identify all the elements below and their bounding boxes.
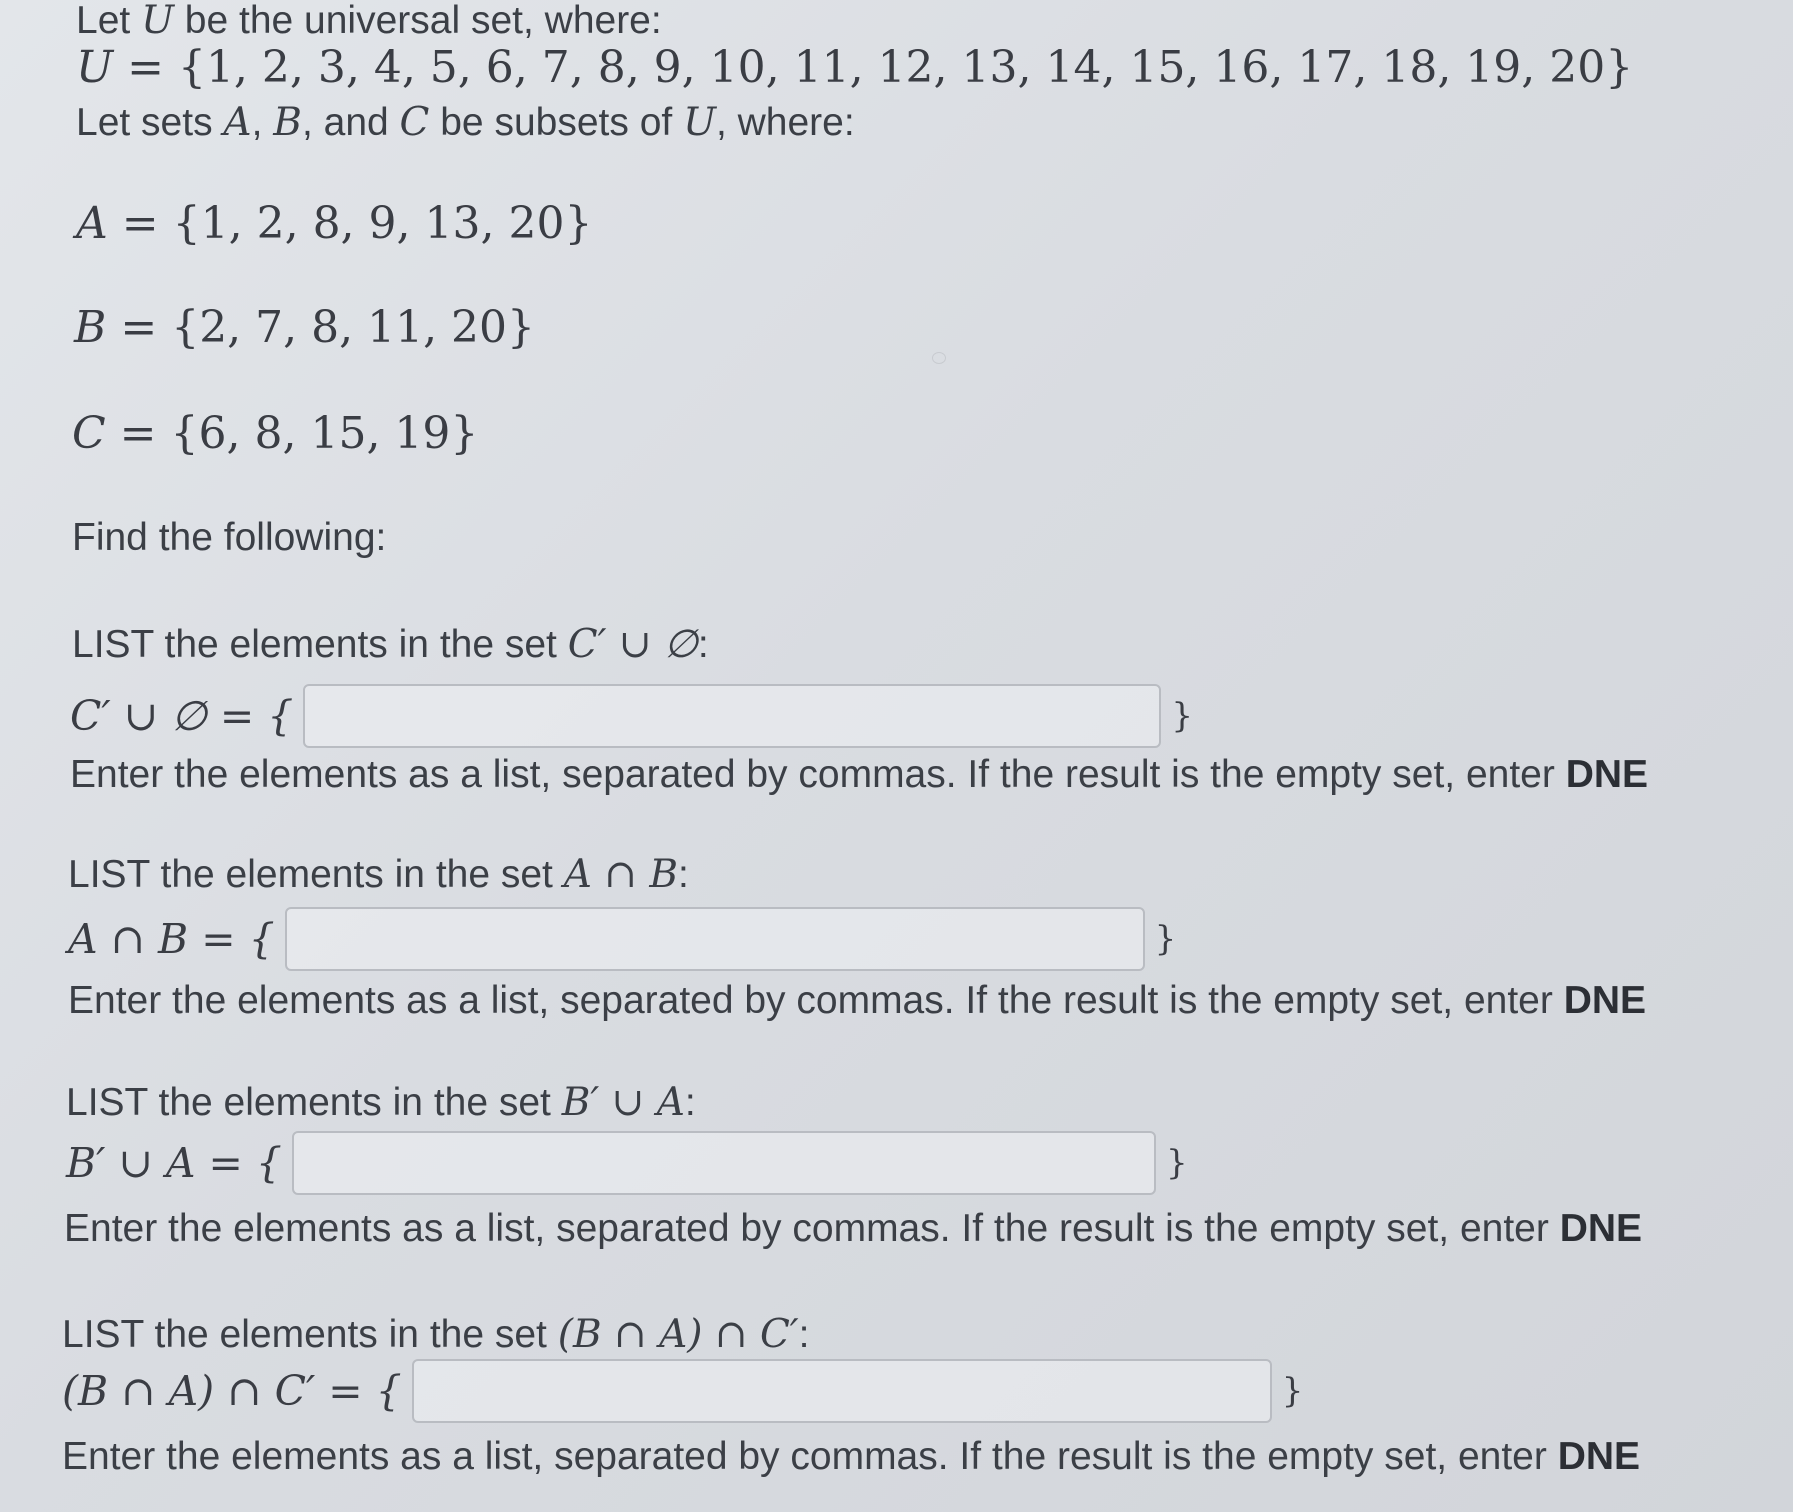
set-c-definition [72,408,478,460]
question-2-close-brace: } [1154,919,1177,959]
question-2-prompt-colon: : [678,853,689,896]
set-c-value: = {6, 8, 15, 19} [119,408,479,459]
subsets-b: B [273,100,302,145]
question-2-prompt [68,852,689,898]
question-3-instruction-dne: DNE [1559,1207,1643,1250]
question-2-prompt-expr: A ∩ B [563,852,679,897]
question-3-instruction-text: Enter the elements as a list, separated by commas. If the result is the empty set, enter [64,1207,1549,1250]
set-b-value: = {2, 7, 8, 11, 20} [120,302,536,353]
question-1-instruction-text: Enter the elements as a list, separated by commas. If the result is the empty set, enter [70,753,1555,796]
question-2-instruction-text: Enter the elements as a list, separated by commas. If the result is the empty set, enter [68,979,1553,1022]
question-3-prompt-colon: : [684,1081,696,1124]
question-3-answer-row [66,1130,1188,1196]
question-1-answer-row [70,683,1193,749]
question-1-instruction [70,752,1648,798]
subsets-line [76,100,855,146]
question-3-close-brace: } [1165,1143,1188,1183]
question-4-prompt [62,1312,810,1358]
subsets-a: A [223,100,252,145]
question-1-prompt-expr: C′ ∪ ∅ [567,622,698,667]
question-2-prompt-text: LIST the elements in the set [68,853,553,896]
universe-lhs: U [76,42,114,93]
question-4-prompt-colon: : [798,1313,810,1356]
question-4-prompt-text: LIST the elements in the set [62,1313,547,1356]
question-1-prompt-colon: : [697,623,709,666]
question-2-answer-row [68,906,1176,972]
subsets-c: C [399,100,430,145]
set-c-name: C [72,408,106,459]
intro-universal-line [76,0,662,44]
question-1-prompt [72,622,709,668]
question-1-answer-input[interactable] [303,684,1161,748]
question-3-answer-input[interactable] [292,1131,1156,1195]
question-2-instruction-dne: DNE [1563,979,1647,1022]
question-4-lhs: (B ∩ A) ∩ C′ = { [62,1367,402,1415]
question-1-instruction-dne: DNE [1565,753,1649,796]
question-3-prompt [66,1080,696,1126]
question-3-prompt-expr: B′ ∪ A [561,1080,685,1125]
question-3-lhs: B′ ∪ A = { [66,1139,282,1187]
question-3-instruction [64,1206,1642,1252]
set-b-name: B [74,302,107,353]
universe-set [76,42,1633,94]
subsets-sep-2: , and [301,101,389,144]
subsets-u: U [683,100,716,145]
question-4-prompt-expr: (B ∩ A) ∩ C′ [557,1312,799,1357]
set-a-definition [76,198,592,250]
universe-elements: = {1, 2, 3, 4, 5, 6, 7, 8, 9, 10, 11, 12, 13, 14, 15, 16, 17, 18, 19, 20} [127,42,1634,93]
question-1-close-brace: } [1171,696,1193,736]
question-4-answer-input[interactable] [412,1359,1272,1423]
set-a-value: = {1, 2, 8, 9, 13, 20} [121,198,593,249]
screen-speck [932,352,946,364]
question-1-prompt-text: LIST the elements in the set [72,623,557,666]
set-a-name: A [76,198,108,249]
question-4-answer-row [62,1358,1303,1424]
question-3-prompt-text: LIST the elements in the set [66,1081,551,1124]
subsets-sep-1: , [251,101,263,144]
find-label: Find the following: [72,516,387,559]
question-1-lhs: C′ ∪ ∅ = { [70,692,294,740]
subsets-text-2: be subsets of [440,101,673,144]
subsets-text-3: , where: [715,101,855,144]
question-4-instruction-text: Enter the elements as a list, separated by commas. If the result is the empty set, enter [62,1435,1547,1478]
question-2-instruction [68,978,1646,1024]
intro-let: Let [76,0,131,42]
intro-var-u: U [141,0,174,43]
question-2-lhs: A ∩ B = { [68,915,275,963]
question-2-answer-input[interactable] [285,907,1145,971]
subsets-text-1: Let sets [76,101,213,144]
question-4-instruction-dne: DNE [1557,1435,1641,1478]
question-4-close-brace: } [1281,1371,1304,1411]
intro-where: be the universal set, where: [184,0,662,42]
set-b-definition [74,302,535,354]
question-4-instruction [62,1434,1640,1480]
